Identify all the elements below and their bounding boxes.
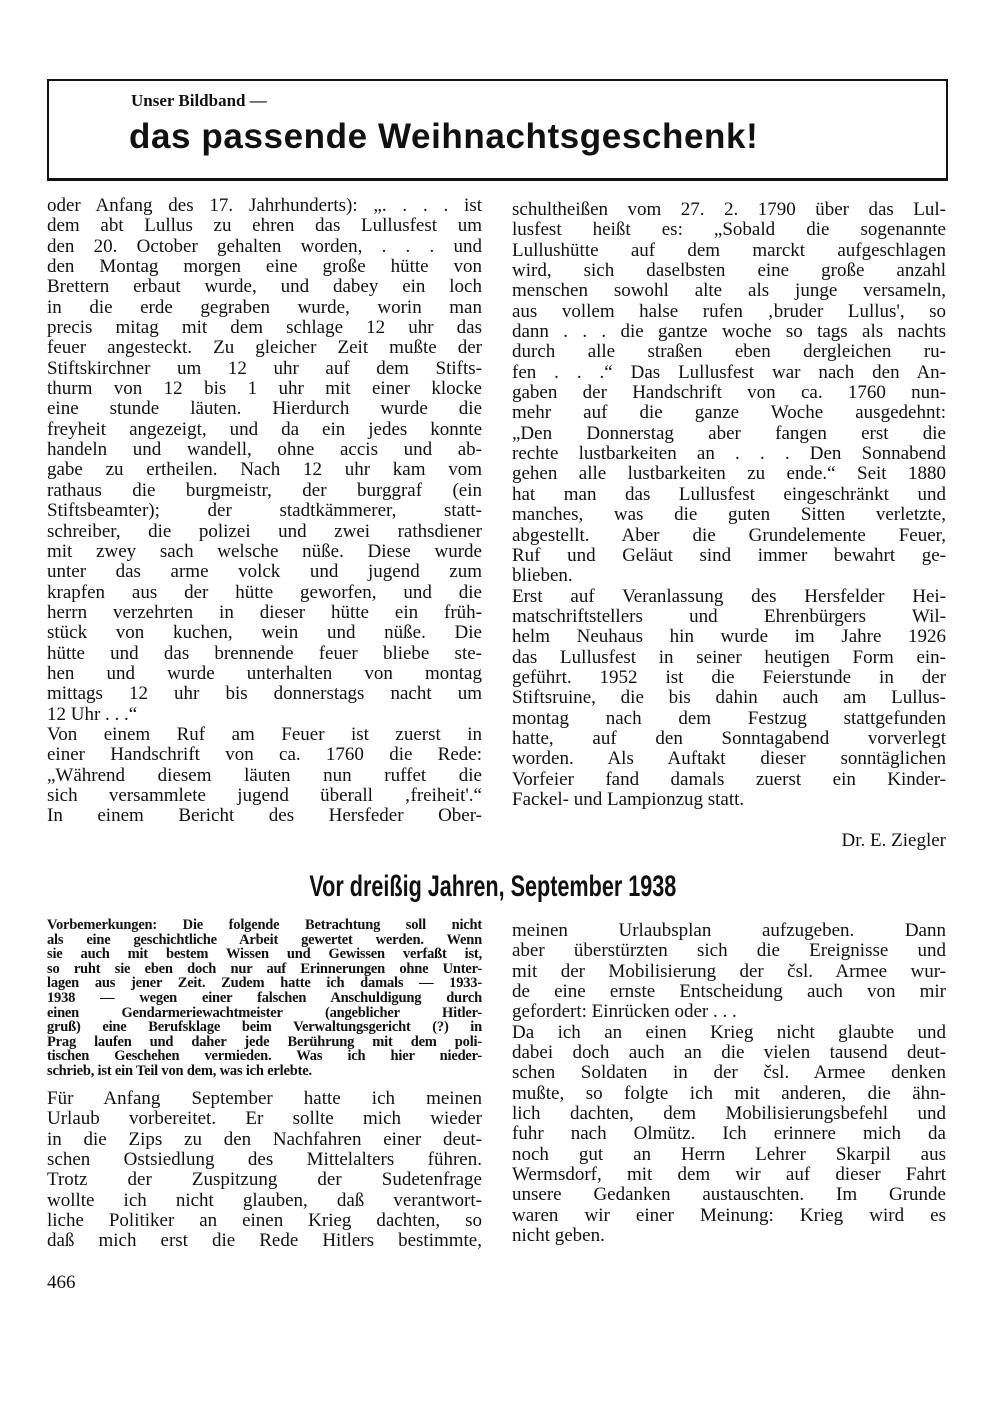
text-line: mit zwey sach welsche nüße. Diese wurde [47, 540, 482, 562]
text-line: „Während diesem läuten nun ruffet die [47, 764, 482, 786]
text-line: blieben. [512, 565, 573, 587]
text-line: dabei doch auch an die vielen tausend deut- [512, 1042, 946, 1064]
text-line: helm Neuhaus hin wurde im Jahre 1926 [512, 626, 946, 648]
text-line: freyheit angezeigt, und da ein jedes konnte [47, 418, 482, 440]
text-line: den Montag morgen eine große hütte von [47, 256, 482, 278]
paragraph [512, 1023, 946, 1247]
text-line: meinen Urlaubsplan aufzugeben. Dann [512, 920, 946, 941]
paragraph [47, 1089, 482, 1252]
text-line: lich dachten, dem Mobilisierungsbefehl und [512, 1103, 946, 1125]
text-line: de eine ernste Entscheidung auch von mir [512, 981, 946, 1003]
text-line: wird, sich daselbsten eine große anzahl [512, 260, 946, 282]
text-line: aus vollem halse rufen ‚bruder Lullus', so [512, 300, 946, 322]
text-line: tischen Geschehen vermieden. Was ich hier nieder- [47, 1048, 482, 1065]
text-line: als eine geschichtliche Arbeit gewertet werden. Wenn [47, 931, 482, 948]
text-line: den 20. October gehalten worden, . . . und [47, 235, 482, 257]
text-line: gefordert: Einrücken oder . . . [512, 1001, 737, 1023]
text-line: unsere Gedanken austauschten. Im Grunde [512, 1184, 946, 1206]
ad-kicker: Unser Bildband — [131, 91, 267, 110]
text-line: feuer angesteckt. Zu gleicher Zeit mußte der [47, 337, 482, 359]
text-line: dem abt Lullus zu ehren das Lullusfest um [47, 215, 482, 237]
text-line: manches, was die guten Sitten verletzte, [512, 504, 946, 526]
advertisement-box [47, 79, 948, 181]
text-line: Da ich an einen Krieg nicht glaubte und [512, 1021, 946, 1043]
article1-right-column [512, 200, 946, 810]
text-line: durch alle straßen eben dergleichen ru- [512, 341, 946, 363]
text-line: montag nach dem Festzug stattgefunden [512, 707, 946, 729]
article1-left-column [47, 196, 482, 827]
text-line: Von einem Ruf am Feuer ist zuerst in [47, 723, 482, 745]
text-line: mittags 12 uhr bis donnerstags nacht um [47, 683, 482, 705]
text-line: schreiber, die polizei und zwei rathsdiener [47, 520, 482, 542]
text-line: fuhr nach Olmütz. Ich erinnere mich da [512, 1123, 946, 1145]
page-number: 466 [47, 1272, 76, 1293]
paragraph [512, 921, 946, 1023]
text-line: wollte ich nicht glauben, daß verantwort- [47, 1189, 482, 1211]
text-line: oder Anfang des 17. Jahrhunderts): „. . . . ist [47, 195, 482, 216]
text-line: gabe zu ertheilen. Nach 12 uhr kam vom [47, 459, 482, 481]
text-line: nicht geben. [512, 1225, 605, 1247]
text-line: in die erde gegraben wurde, worin man [47, 296, 482, 318]
paragraph [47, 918, 482, 1079]
text-line: worden. Als Auftakt dieser sonntäglichen [512, 748, 946, 770]
text-line: einen Gendarmeriewachtmeister (angeblicher Hitler- [47, 1004, 482, 1021]
text-line: schen Soldaten in der čsl. Armee denken [512, 1062, 946, 1084]
text-line: waren wir einer Meinung: Krieg wird es [512, 1204, 946, 1226]
text-line: Wermsdorf, mit dem wir auf dieser Fahrt [512, 1164, 946, 1186]
text-line: Stiftsbeamter); der stadtkämmerer, statt- [47, 500, 482, 522]
text-line: schultheißen vom 27. 2. 1790 über das Lul- [512, 199, 946, 220]
text-line: rathaus die burgmeistr, der burggraf (ein [47, 479, 482, 501]
text-line: matschriftstellers und Ehrenbürgers Wil- [512, 605, 946, 627]
text-line: das Lullusfest in seiner heutigen Form ein- [512, 646, 946, 668]
text-line: daß mich erst die Rede Hitlers bestimmte, [47, 1230, 482, 1252]
text-line: 1938 — wegen einer falschen Anschuldigung durch [47, 989, 482, 1006]
text-line: unter das arme volck und jugend zum [47, 561, 482, 583]
text-line: Fackel- und Lampionzug statt. [512, 788, 745, 810]
paragraph [47, 725, 482, 827]
text-line: herrn verzehrten in dieser hütte ein früh- [47, 601, 482, 623]
text-line: eine stunde läuten. Hierdurch wurde die [47, 398, 482, 420]
paragraph [512, 587, 946, 811]
article2-title-text: Vor dreißig Jahren, September 1938 [309, 870, 677, 903]
text-line: mehr auf die ganze Woche ausgedehnt: [512, 402, 946, 424]
text-line: fen . . .“ Das Lullusfest war nach den An- [512, 361, 946, 383]
article2-left-column [47, 1089, 482, 1252]
text-line: schen Ostsiedlung des Mittelalters führen. [47, 1149, 482, 1171]
text-line: precis mitag mit dem schlage 12 uhr das [47, 317, 482, 339]
text-line: liche Politiker an einen Krieg dachten, so [47, 1210, 482, 1232]
text-line: „Den Donnerstag aber fangen erst die [512, 422, 946, 444]
text-line: geführt. 1952 ist die Feierstunde in der [512, 666, 946, 688]
text-line: Stiftskirchner um 12 uhr auf dem Stifts- [47, 357, 482, 379]
text-line: einer Handschrift von ca. 1760 die Rede: [47, 744, 482, 766]
text-line: Vorfeier fand damals zuerst ein Kinder- [512, 768, 946, 790]
text-line: so ruht sie eben doch nur auf Erinnerungen ohne Unter- [47, 960, 482, 977]
text-line: Lullushütte auf dem marckt aufgeschlagen [512, 239, 946, 261]
text-line: mit der Mobilisierung der čsl. Armee wur- [512, 960, 946, 982]
text-line: menschen sowohl alte als junge versameln, [512, 280, 946, 302]
text-line: In einem Bericht des Hersfeder Ober- [47, 805, 482, 827]
text-line: Ruf und Geläut sind immer bewahrt ge- [512, 544, 946, 566]
article2-preliminary-note [47, 918, 482, 1079]
text-line: hen und wurde unterhalten von montag [47, 662, 482, 684]
text-line: Stiftsruine, die bis dahin auch am Lullus- [512, 687, 946, 709]
text-line: Urlaub vorbereitet. Er sollte mich wieder [47, 1108, 482, 1130]
text-line: dann . . . die gantze woche so tags als nachts [512, 321, 946, 343]
text-line: 12 Uhr . . .“ [47, 703, 138, 725]
text-line: hatte, auf den Sonntagabend vorverlegt [512, 727, 946, 749]
text-line: hütte und das brennende feuer bliebe ste- [47, 642, 482, 664]
text-line: abgestellt. Aber die Grundelemente Feuer, [512, 524, 946, 546]
paragraph [512, 200, 946, 587]
text-line: krapfen aus der hütte geworfen, und die [47, 581, 482, 603]
ad-headline: das passende Weihnachtsgeschenk! [129, 117, 759, 156]
text-line: Vorbemerkungen: Die folgende Betrachtung soll nicht [47, 917, 482, 933]
article2-right-column [512, 921, 946, 1247]
text-line: mußte, so folgte ich mit anderen, die ähn- [512, 1082, 946, 1104]
text-line: Prag laufen und daher jede Berührung mit dem poli- [47, 1033, 482, 1050]
text-line: lagen aus jener Zeit. Zudem hatte ich damals — 1933- [47, 975, 482, 992]
text-line: schrieb, ist ein Teil von dem, was ich erlebte. [47, 1062, 312, 1079]
article2-title [0, 870, 1000, 904]
text-line: in die Zips zu den Nachfahren einer deut- [47, 1128, 482, 1150]
text-line: hat man das Lullusfest eingeschränkt und [512, 483, 946, 505]
paragraph [47, 196, 482, 725]
text-line: Trotz der Zuspitzung der Sudetenfrage [47, 1169, 482, 1191]
text-line: gehen alle lustbarkeiten zu ende.“ Seit 1880 [512, 463, 946, 485]
text-line: thurm von 12 bis 1 uhr mit einer klocke [47, 378, 482, 400]
text-line: gruß) eine Berufsklage beim Verwaltungsgericht (?) in [47, 1019, 482, 1036]
article1-author: Dr. E. Ziegler [841, 830, 946, 851]
text-line: Brettern erbaut wurde, und dabey ein loch [47, 276, 482, 298]
text-line: Für Anfang September hatte ich meinen [47, 1088, 482, 1109]
text-line: sich versammlete jugend überall ‚freiheit'.“ [47, 784, 482, 806]
text-line: gaben der Handschrift von ca. 1760 nun- [512, 382, 946, 404]
text-line: Erst auf Veranlassung des Hersfelder Hei- [512, 585, 946, 607]
text-line: handeln und wandell, ohne accis und ab- [47, 439, 482, 461]
text-line: noch gut an Herrn Lehrer Skarpil aus [512, 1143, 946, 1165]
text-line: rechte lustbarkeiten an . . . Den Sonnabend [512, 443, 946, 465]
text-line: sie auch mit bestem Wissen und Gewissen verfaßt ist, [47, 946, 482, 963]
text-line: lusfest heißt es: „Sobald die sogenannte [512, 219, 946, 241]
text-line: stück von kuchen, wein und nüße. Die [47, 622, 482, 644]
text-line: aber überstürzten sich die Ereignisse und [512, 940, 946, 962]
